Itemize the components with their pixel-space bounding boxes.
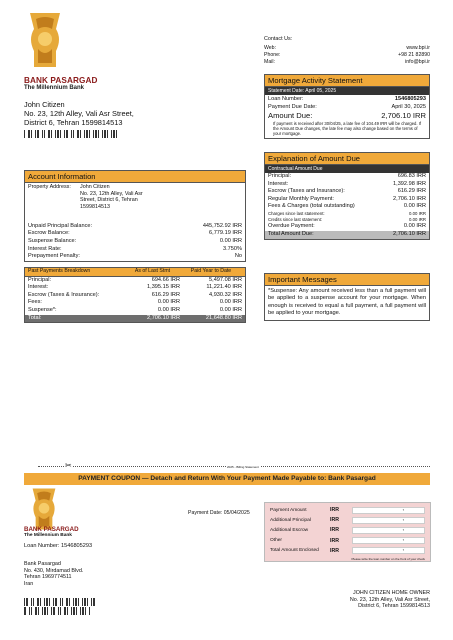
contact-web: Web: www.bpi.ir bbox=[264, 45, 430, 51]
contact-mail: Mail: info@bpi.ir bbox=[264, 59, 430, 65]
message-body: *Suspense: Any amount received less than a full payment will be applied to a suspense account for your mortgage. When enough is received to equal a full payment, a full payment will be applied to your mortgage. bbox=[264, 286, 430, 321]
overdue-row: Overdue Payment: 0.00 IRR bbox=[268, 223, 426, 230]
explanation-row: Escrow (Taxes and Insurance): 616.29 IRR bbox=[268, 188, 426, 195]
account-row: Prepayment Penalty: No bbox=[28, 253, 242, 260]
payment-amount-field[interactable] bbox=[352, 507, 425, 514]
table-total-row: Total: 2,706.10 IRR 21,648.80 IRR bbox=[25, 315, 245, 323]
section-title: Important Messages bbox=[264, 273, 430, 286]
section-title: Account Information bbox=[25, 171, 245, 183]
customer-address-block bbox=[24, 100, 134, 138]
contact-phone: Phone: +98 21 82890 bbox=[264, 52, 430, 58]
payment-field-row: Additional Escrow IRR , bbox=[270, 525, 425, 535]
other-amount-field[interactable] bbox=[352, 537, 425, 544]
account-row: Suspense Balance: 0.00 IRR bbox=[28, 238, 242, 244]
bank-name: BANK PASARGAD bbox=[24, 76, 98, 85]
account-row: Unpaid Principal Balance: 445,752.92 IRR bbox=[28, 222, 242, 229]
scissors-icon: ✂ bbox=[65, 461, 72, 470]
payment-field-row: Other IRR , bbox=[270, 536, 425, 546]
contact-block bbox=[264, 36, 430, 66]
payment-amount-box bbox=[264, 502, 431, 562]
table-row: Fees: 0.00 IRR 0.00 IRR bbox=[28, 299, 242, 306]
payer-address: JOHN CITIZEN HOME OWNER No. 23, 12th Alley, Vali Asr Street, District 6, Tehran 1599814513 bbox=[349, 590, 430, 610]
section-title: Mortgage Activity Statement bbox=[265, 75, 429, 87]
table-header: Past Payments Breakdown As of Last Stmt Paid Year to Date bbox=[25, 268, 245, 277]
total-enclosed-field[interactable] bbox=[352, 547, 425, 554]
payment-coupon-banner: PAYMENT COUPON — Detach and Return With Your Payment Made Payable to: Bank Pasargad bbox=[24, 473, 430, 485]
postal-barcode bbox=[24, 607, 90, 615]
coupon-payment-date: Payment Date: 05/04/2025 bbox=[188, 510, 250, 516]
customer-address-line: District 6, Tehran 1599814513 bbox=[24, 118, 123, 127]
web-link[interactable]: www.bpi.ir bbox=[406, 45, 430, 51]
amount-due-row: Amount Due: 2,706.10 IRR bbox=[268, 111, 426, 121]
bank-logo bbox=[26, 487, 62, 531]
explanation-rows bbox=[265, 173, 429, 239]
explanation-row: Charges since last statement: 0.00 IRR bbox=[268, 210, 426, 216]
account-row: Interest Rate: 3.750% bbox=[28, 245, 242, 252]
statement-date: Statement Date: April 05, 2025 bbox=[265, 87, 429, 95]
explanation-row: Fees & Charges (total outstanding) 0.00 IRR bbox=[268, 203, 426, 210]
property-address: Property Address: John Citizen No. 23, 12th Alley, Vali Asr Street, District 6, Tehran 1599814513 bbox=[28, 184, 143, 211]
mail-link[interactable]: info@bpi.ir bbox=[405, 59, 430, 65]
late-fee-note: If payment is received after 30/04/25, a late fee of 104.49 IRR will be charged. If the Amount Due changes, the late fee may also change based on the terms of your mortgage. bbox=[273, 121, 422, 137]
explanation-row: Interest: 1,392.98 IRR bbox=[268, 180, 426, 187]
section-title: Explanation of Amount Due bbox=[265, 153, 429, 165]
additional-principal-field[interactable] bbox=[352, 517, 425, 524]
table-row: Interest: 1,395.15 IRR 11,221.40 IRR bbox=[28, 284, 242, 291]
payment-field-row: Additional Principal IRR , bbox=[270, 515, 425, 525]
account-row: Escrow Balance: 6,779.19 IRR bbox=[28, 230, 242, 237]
postal-barcode bbox=[24, 130, 134, 138]
remit-address: Bank Pasargad No. 430, Mirdamad Blvd. Tehran 1969774511 Iran bbox=[24, 561, 84, 587]
table-row: Escrow (Taxes & Insurance): 616.29 IRR 4,930.32 IRR bbox=[28, 291, 242, 298]
total-amount-due-row: Total Amount Due: 2,706.10 IRR bbox=[265, 231, 429, 239]
explanation-row: Regular Monthly Payment: 2,706.10 IRR bbox=[268, 195, 426, 202]
coupon-loan-number: Loan Number: 1546805293 bbox=[24, 543, 93, 549]
table-row: Principal: 694.66 IRR 5,497.08 IRR bbox=[28, 276, 242, 283]
explanation-row: Principal: 696.83 IRR bbox=[268, 173, 426, 179]
account-information bbox=[24, 170, 246, 262]
payment-field-row: Payment Amount IRR , bbox=[270, 505, 425, 515]
mortgage-activity-statement bbox=[264, 74, 430, 139]
important-messages bbox=[264, 273, 430, 321]
customer-name: John Citizen bbox=[24, 100, 65, 109]
table-row: Suspense*: 0.00 IRR 0.00 IRR bbox=[28, 306, 242, 313]
explanation-of-amount-due bbox=[264, 152, 430, 240]
loan-number-row: Loan Number: 1546805293 bbox=[268, 96, 426, 102]
bank-tagline: The Millennium Bank bbox=[24, 85, 85, 91]
customer-address-line: No. 23, 12th Alley, Vali Asr Street, bbox=[24, 109, 134, 118]
due-date-row: Payment Due Date: April 30, 2025 bbox=[268, 103, 426, 110]
explanation-row: Credits since last statement: 0.00 IRR bbox=[268, 217, 426, 223]
billing-mark: 2025 - Billing Statement bbox=[227, 465, 259, 469]
contact-title: Contact Us: bbox=[264, 36, 293, 42]
contractual-amount-due: Contractual Amount Due bbox=[265, 165, 429, 173]
payment-field-row: Total Amount Enclosed IRR , bbox=[270, 546, 425, 556]
bank-name: BANK PASARGAD bbox=[24, 526, 79, 533]
additional-escrow-field[interactable] bbox=[352, 527, 425, 534]
bank-logo bbox=[26, 11, 64, 69]
postal-barcode bbox=[24, 598, 95, 606]
check-note: Please write the loan number on the front of your check bbox=[351, 556, 425, 561]
bank-tagline: The Millennium Bank bbox=[24, 533, 72, 538]
past-payments-breakdown bbox=[24, 267, 246, 323]
